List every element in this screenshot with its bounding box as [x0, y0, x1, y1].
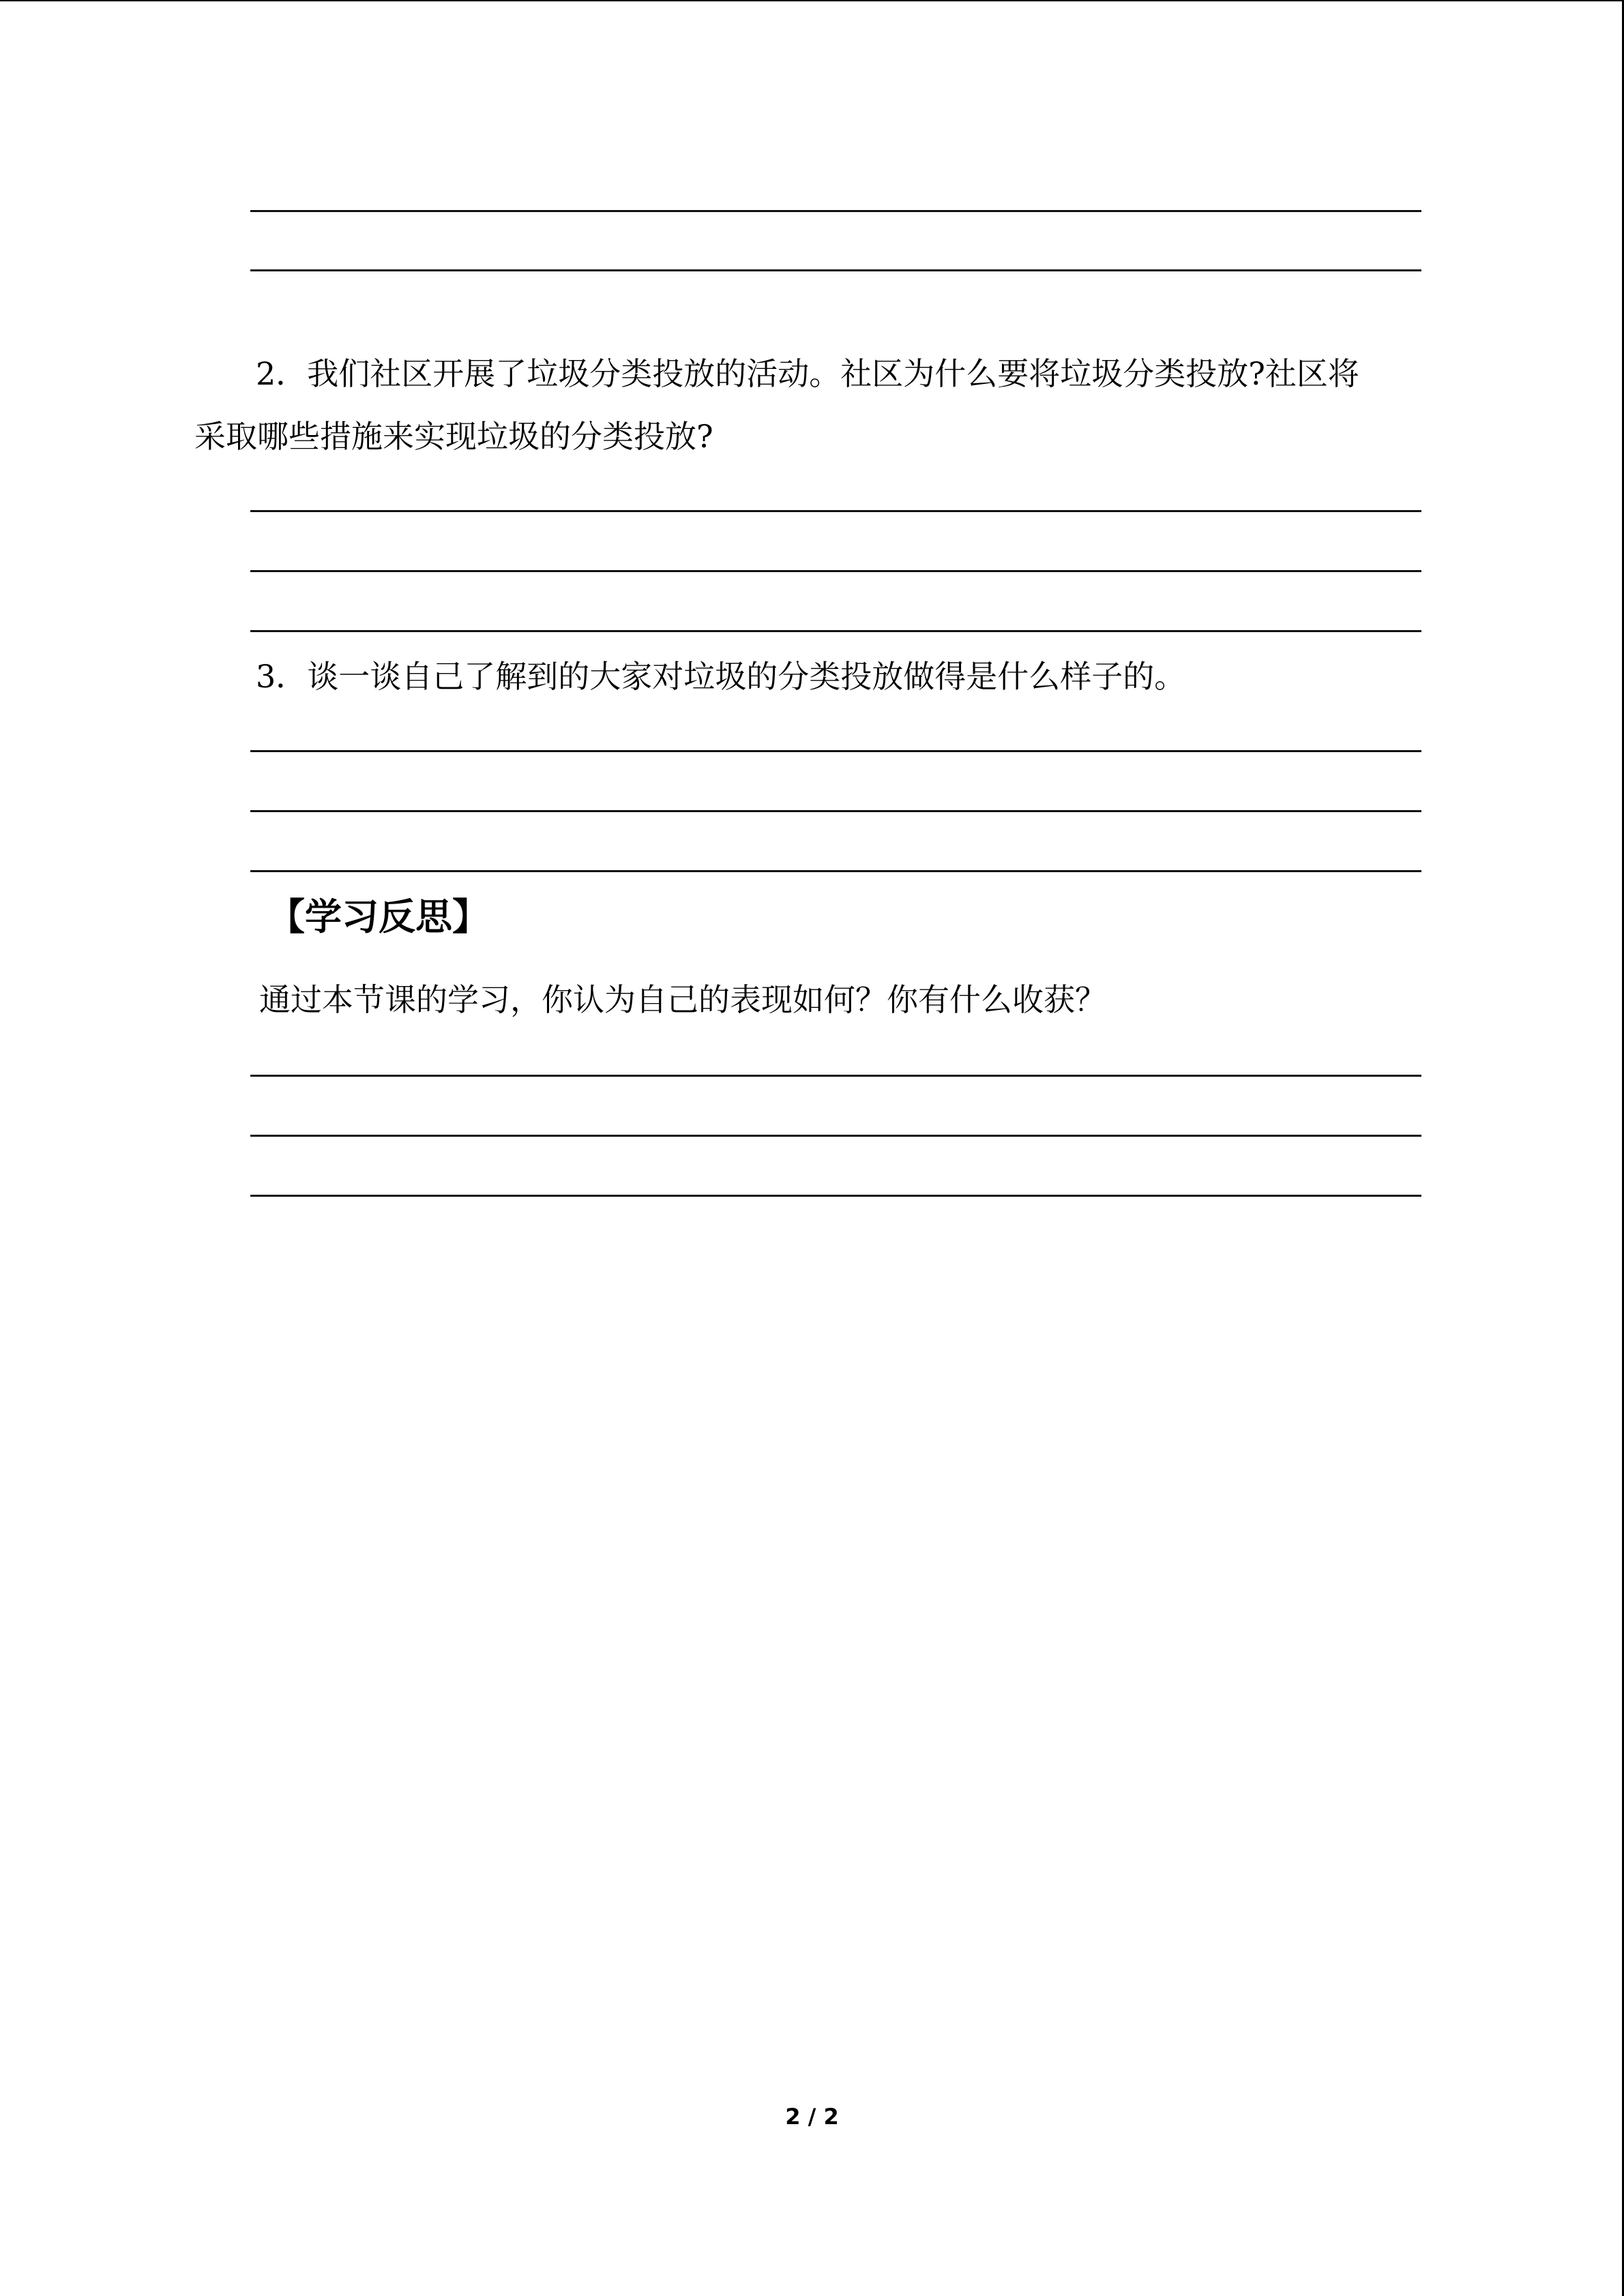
answer-line [250, 1075, 1421, 1077]
answer-line [250, 750, 1421, 752]
page-top-edge [0, 0, 1624, 1]
page-number: 2 / 2 [785, 2104, 839, 2130]
question-2-line-1: 2．我们社区开展了垃圾分类投放的活动。社区为什么要将垃圾分类投放?社区将 [256, 355, 1359, 392]
answer-line [250, 1195, 1421, 1197]
answer-line [250, 510, 1421, 512]
answer-line [250, 570, 1421, 572]
answer-line [250, 870, 1421, 872]
reflection-prompt: 通过本节课的学习，你认为自己的表现如何？你有什么收获？ [259, 981, 1106, 1018]
answer-line [250, 269, 1421, 271]
answer-line [250, 810, 1421, 812]
answer-line [250, 210, 1421, 212]
answer-line [250, 1135, 1421, 1137]
question-3-text: 3．谈一谈自己了解到的大家对垃圾的分类投放做得是什么样子的。 [256, 658, 1186, 695]
question-2-line-2: 采取哪些措施来实现垃圾的分类投放? [194, 418, 713, 455]
reflection-heading: 【学习反思】 [268, 895, 489, 938]
answer-line [250, 630, 1421, 632]
